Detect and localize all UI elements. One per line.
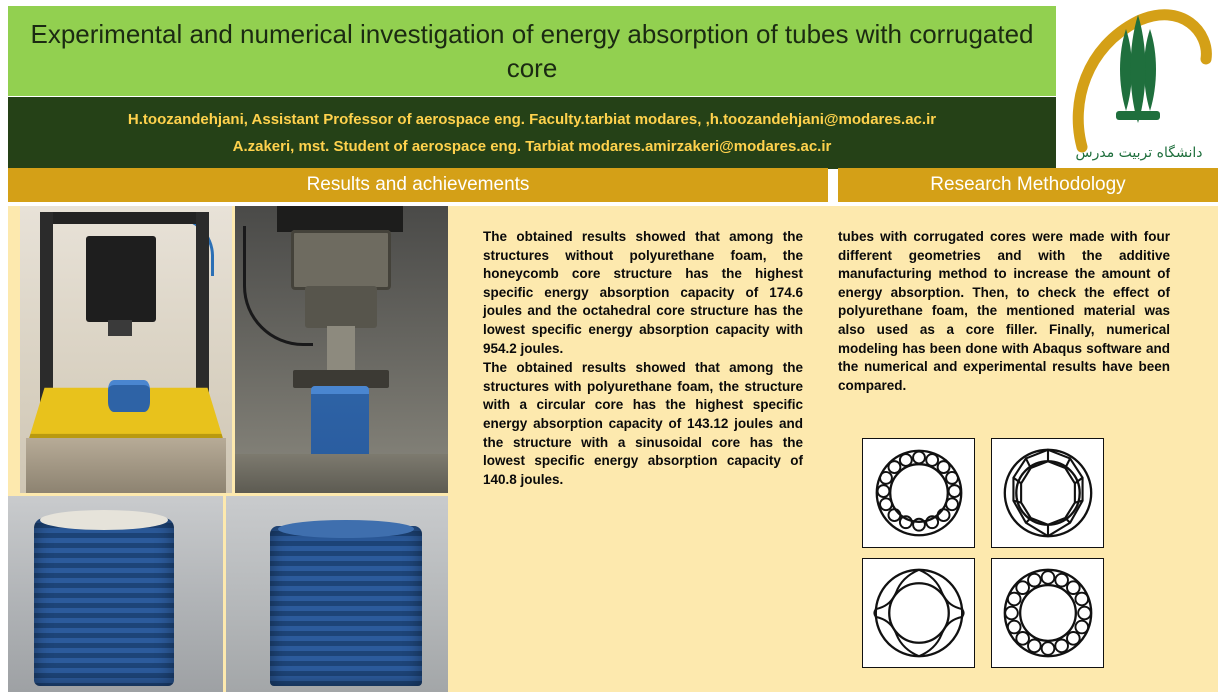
printed-specimen [108, 380, 150, 412]
cross-section-circular-core [862, 438, 975, 548]
results-paragraph-1: The obtained results showed that among the structures without polyurethane foam, the honeycomb core structure has the highest specific energy absorption capacity of 174.6 joules and the octahedral core structure has the lowest specific energy absorption capacity with 954.2 joules. [483, 229, 803, 356]
photo-3d-printer [20, 206, 232, 493]
machine-rod [327, 326, 355, 374]
results-text-column [483, 228, 803, 489]
circular-core-icon [871, 445, 967, 541]
page-title: Experimental and numerical investigation of energy absorption of tubes with corrugated core [30, 19, 1034, 83]
machine-cylinder [291, 230, 391, 290]
cross-section-figure-grid [862, 438, 1104, 668]
crushed-specimen-1 [34, 518, 174, 686]
printer-extruder [86, 236, 156, 322]
svg-text:دانشگاه تربیت مدرس: دانشگاه تربیت مدرس [1075, 145, 1203, 161]
author-line-2: A.zakeri, mst. Student of aerospace eng. Tarbiat modares.amirzakeri@modares.ac.ir [232, 138, 832, 155]
photo-crushed-specimen-1 [8, 496, 223, 692]
photo-crushed-specimen-2 [226, 496, 448, 692]
results-paragraph-2: The obtained results showed that among the structures with polyurethane foam, the structure with a circular core has the highest specific energy absorption capacity of 143.12 joules and the structure with a sinusoidal core has the lowest specific energy absorption capacity of 140.8 joules. [483, 360, 803, 487]
methodology-text-column [838, 228, 1170, 395]
university-logo [1058, 4, 1220, 170]
photo-grid [8, 206, 448, 692]
machine-base [235, 454, 448, 493]
cross-section-octahedral-core [991, 438, 1104, 548]
cross-section-sinusoidal-core [862, 558, 975, 668]
section-header-methodology [838, 168, 1218, 202]
tested-specimen [311, 386, 369, 458]
octahedral-core-icon [1000, 445, 1096, 541]
sinusoidal-core-icon [871, 565, 967, 661]
crushed-specimen-2 [270, 526, 422, 686]
author-line-1: H.toozandehjani, Assistant Professor of aerospace eng. Faculty.tarbiat modares, ,h.toozandehjani@modares.ac.ir [127, 111, 937, 128]
section-header-results-label: Results and achievements [306, 174, 530, 195]
cross-section-honeycomb-core [991, 558, 1104, 668]
tarbiat-modares-logo-icon [1064, 7, 1214, 167]
photo-compression-test [235, 206, 448, 493]
machine-cylinder-lower [305, 286, 377, 328]
poster-title-band [8, 6, 1056, 96]
methodology-paragraph-1: tubes with corrugated cores were made with four different geometries and with the additive manufacturing method to increase the amount of energy absorption. Then, to check the effect of polyurethane foam, the mentioned material was also used as a core filler. Finally, numerical modeling has been done with Abaqus software and the numerical and experimental results have been compared. [838, 229, 1170, 393]
printer-table [26, 438, 226, 493]
section-header-methodology-label: Research Methodology [930, 174, 1126, 195]
honeycomb-core-icon [1000, 565, 1096, 661]
printer-gantry [40, 212, 209, 224]
machine-crosshead [277, 206, 403, 232]
section-header-results [8, 168, 828, 202]
authors-band [8, 97, 1056, 169]
